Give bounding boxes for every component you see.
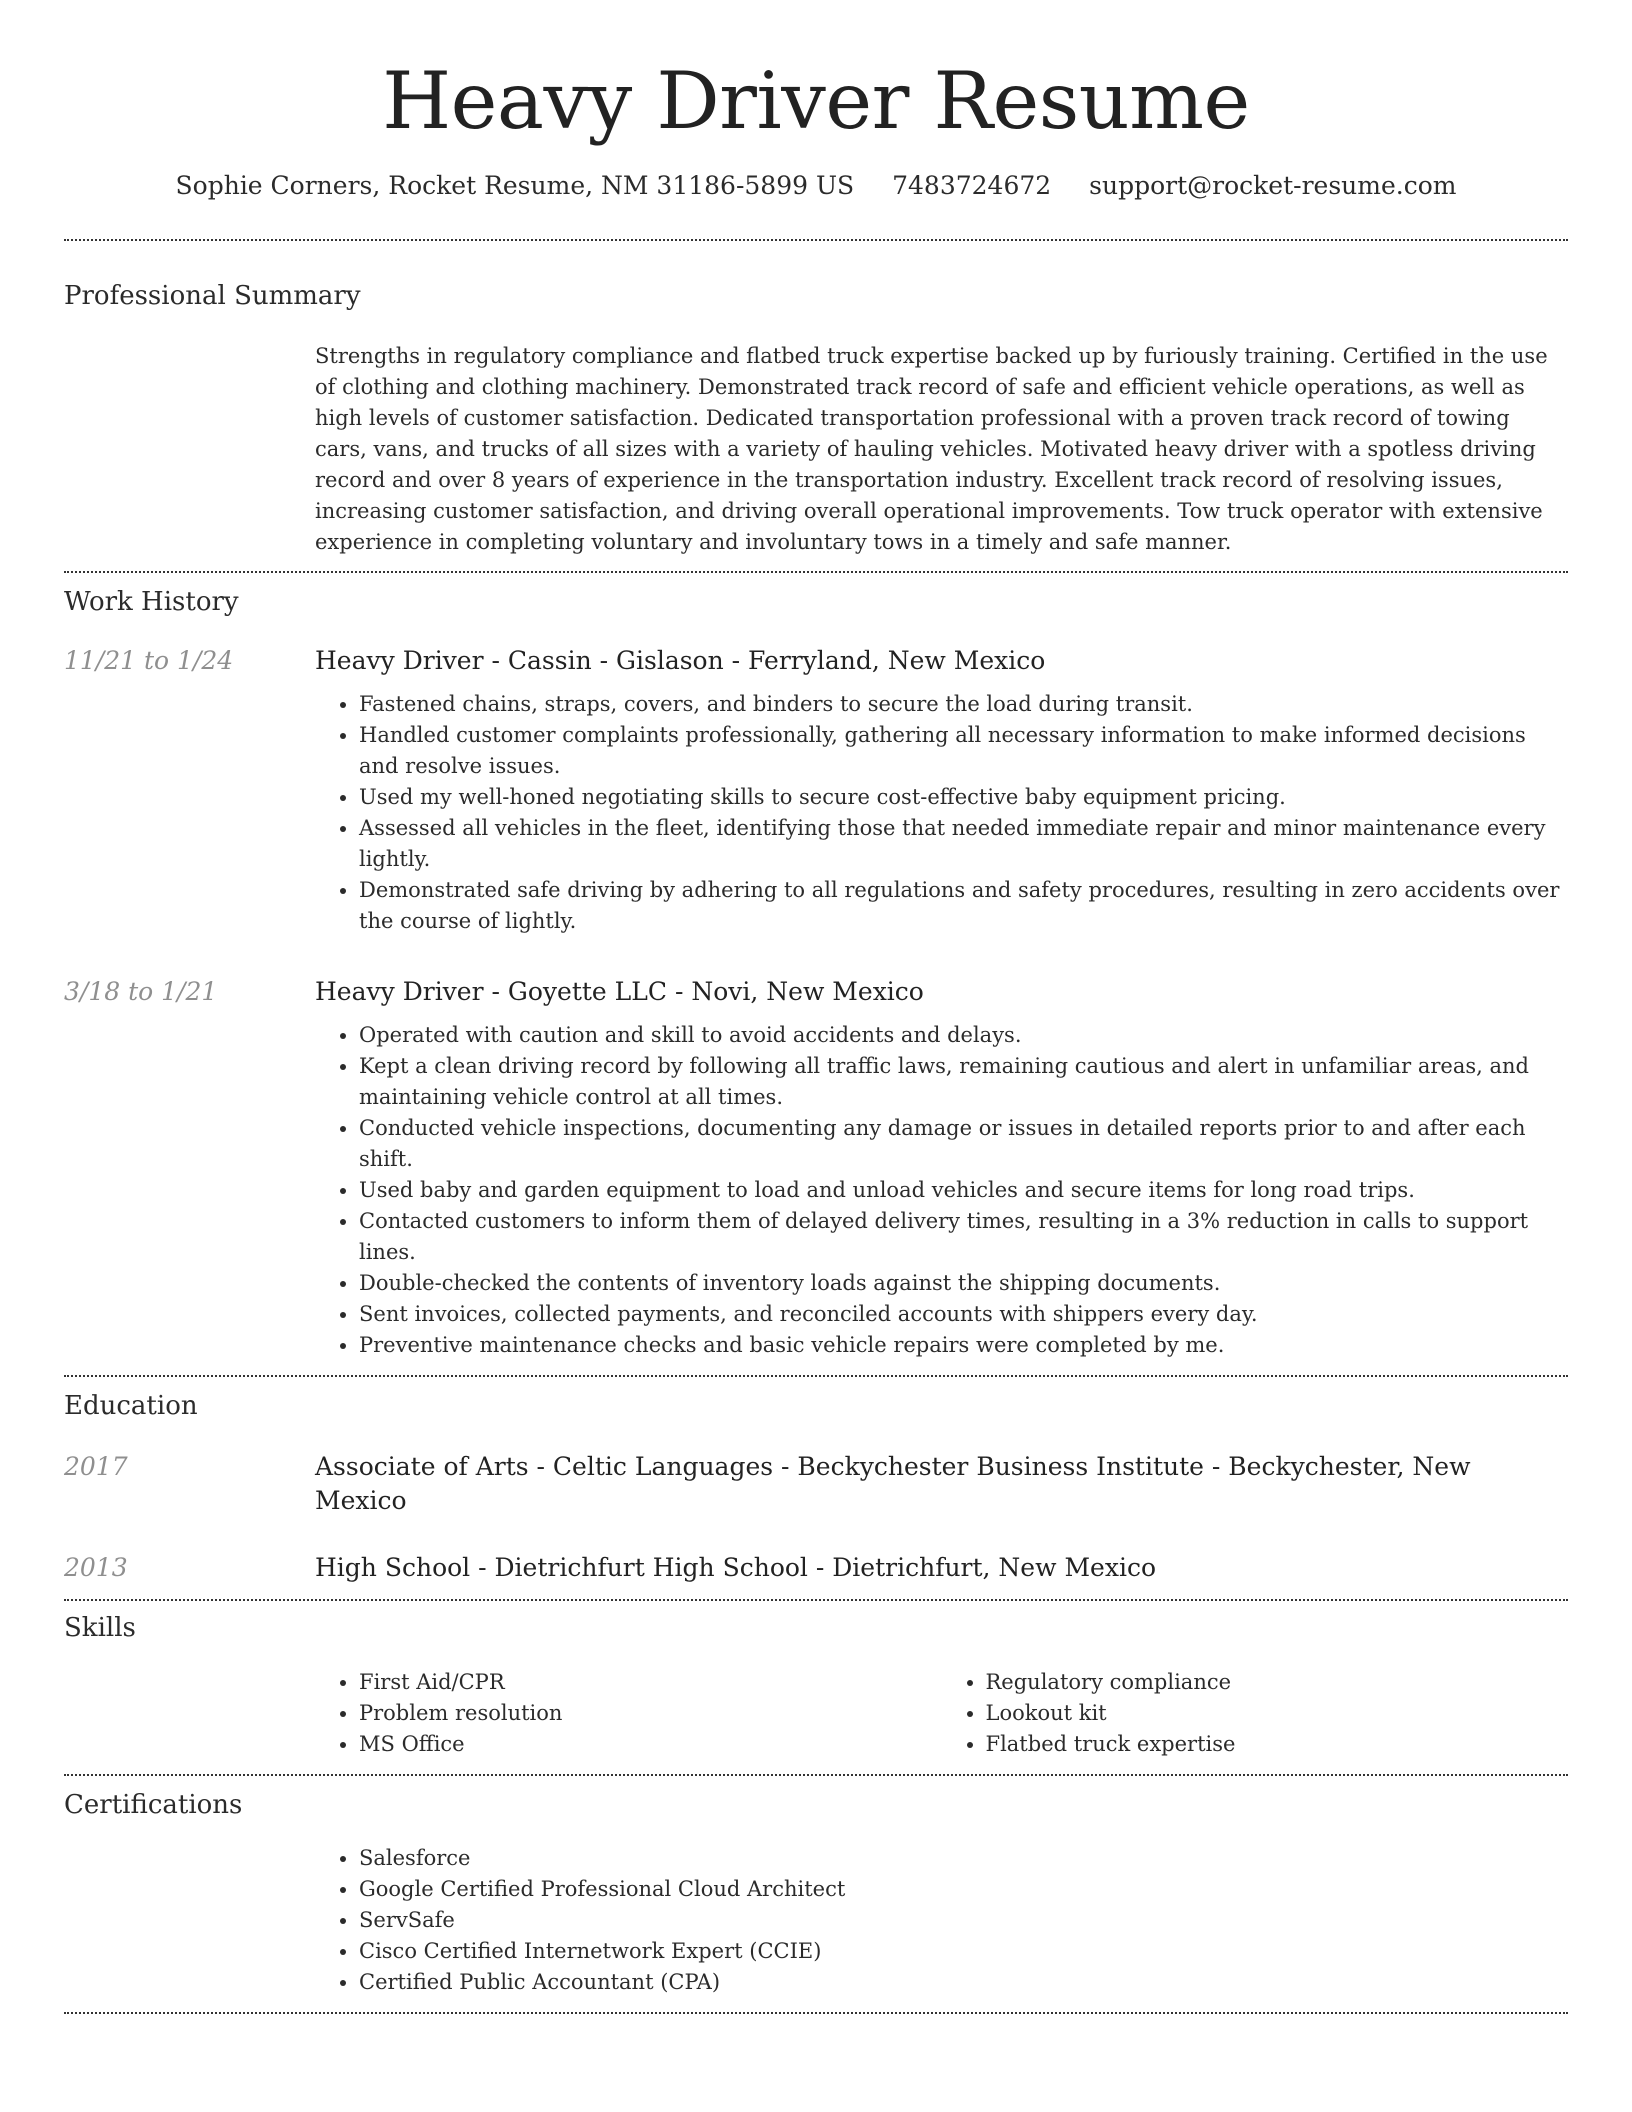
skill-item: • Problem resolution [359, 1698, 942, 1729]
skill-item: • Flatbed truck expertise [986, 1729, 1569, 1760]
job-entry [64, 975, 1568, 1375]
education-entry [64, 1551, 1568, 1585]
list-item: • Preventive maintenance checks and basic vehicle repairs were completed by me. [359, 1330, 1568, 1361]
certification-item: • ServSafe [359, 1905, 1568, 1936]
summary-text: Strengths in regulatory compliance and flatbed truck expertise backed up by furiously training. Certified in the use of clothing and clothing machinery. Demonstrated track record of safe and efficient vehicle operations, as well as high levels of customer satisfaction. Dedicated transportation professional with a proven track record of towing cars, vans, and trucks of all sizes with a variety of hauling vehicles. Motivated heavy driver with a spotless driving record and over 8 years of experience in the transportation industry. Excellent track record of resolving issues, increasing customer satisfaction, and driving overall operational improvements. Tow truck operator with extensive experience in completing voluntary and involuntary tows in a timely and safe manner. [315, 343, 1548, 554]
list-item: • Used my well-honed negotiating skills to secure cost-effective baby equipment pricing. [359, 782, 1568, 813]
certification-item: • Google Certified Professional Cloud Architect [359, 1874, 1568, 1905]
list-item: • Conducted vehicle inspections, documenting any damage or issues in detailed reports prior to and after each shift. [359, 1113, 1568, 1175]
section-heading: Professional Summary [64, 280, 361, 311]
skills-list-left [315, 1667, 942, 1760]
certification-item: • Certified Public Accountant (CPA) [359, 1967, 1568, 1998]
education-section [64, 1377, 1568, 1599]
contact-email: support@rocket-resume.com [1089, 170, 1457, 200]
certifications-list [315, 1843, 1568, 2012]
list-item: • Demonstrated safe driving by adhering to all regulations and safety procedures, resulting in zero accidents over the course of lightly. [359, 875, 1568, 937]
education-degree: High School - Dietrichfurt High School - Dietrichfurt, New Mexico [315, 1553, 1156, 1583]
section-heading: Skills [64, 1613, 136, 1644]
job-dates: 11/21 to 1/24 [64, 646, 234, 676]
resume-header [64, 0, 1568, 200]
list-item: • Contacted customers to inform them of delayed delivery times, resulting in a 3% reduction in calls to support lines. [359, 1206, 1568, 1268]
job-bullets [315, 1020, 1568, 1361]
section-heading: Work History [64, 586, 239, 617]
job-entry [64, 644, 1568, 937]
job-title: Heavy Driver - Goyette LLC - Novi, New Mexico [315, 977, 924, 1007]
skill-item: • First Aid/CPR [359, 1667, 942, 1698]
list-item: • Handled customer complaints professionally, gathering all necessary information to make informed decisions and resolve issues. [359, 720, 1568, 782]
certifications-section [64, 1776, 1568, 2012]
skills-section [64, 1601, 1568, 1773]
section-divider [64, 2012, 1568, 2014]
education-entry [64, 1450, 1568, 1518]
resume-title: Heavy Driver Resume [382, 55, 1250, 147]
skill-item: • MS Office [359, 1729, 942, 1760]
professional-summary-section [64, 241, 1568, 571]
list-item: • Double-checked the contents of inventory loads against the shipping documents. [359, 1268, 1568, 1299]
list-item: • Kept a clean driving record by following all traffic laws, remaining cautious and alert in unfamiliar areas, and maintaining vehicle control at all times. [359, 1051, 1568, 1113]
section-heading: Education [64, 1391, 198, 1422]
list-item: • Sent invoices, collected payments, and reconciled accounts with shippers every day. [359, 1299, 1568, 1330]
list-item: • Operated with caution and skill to avoid accidents and delays. [359, 1020, 1568, 1051]
job-title: Heavy Driver - Cassin - Gislason - Ferryland, New Mexico [315, 646, 1046, 676]
list-item: • Used baby and garden equipment to load and unload vehicles and secure items for long road trips. [359, 1175, 1568, 1206]
education-year: 2013 [64, 1553, 128, 1583]
certification-item: • Salesforce [359, 1843, 1568, 1874]
list-item: • Fastened chains, straps, covers, and binders to secure the load during transit. [359, 689, 1568, 720]
section-heading: Certifications [64, 1789, 243, 1820]
work-history-section [64, 573, 1568, 1375]
contact-line [64, 171, 1568, 200]
contact-address: Sophie Corners, Rocket Resume, NM 31186-5899 US [175, 170, 855, 200]
list-item: • Assessed all vehicles in the fleet, identifying those that needed immediate repair and minor maintenance every lightly. [359, 813, 1568, 875]
skills-list-right [942, 1667, 1569, 1760]
education-degree: Associate of Arts - Celtic Languages - Beckychester Business Institute - Beckychester, New Mexico [315, 1452, 1471, 1516]
job-dates: 3/18 to 1/21 [64, 977, 218, 1007]
skill-item: • Lookout kit [986, 1698, 1569, 1729]
education-year: 2017 [64, 1452, 128, 1482]
contact-phone: 7483724672 [892, 170, 1052, 200]
job-bullets [315, 689, 1568, 937]
skill-item: • Regulatory compliance [986, 1667, 1569, 1698]
certification-item: • Cisco Certified Internetwork Expert (CCIE) [359, 1936, 1568, 1967]
